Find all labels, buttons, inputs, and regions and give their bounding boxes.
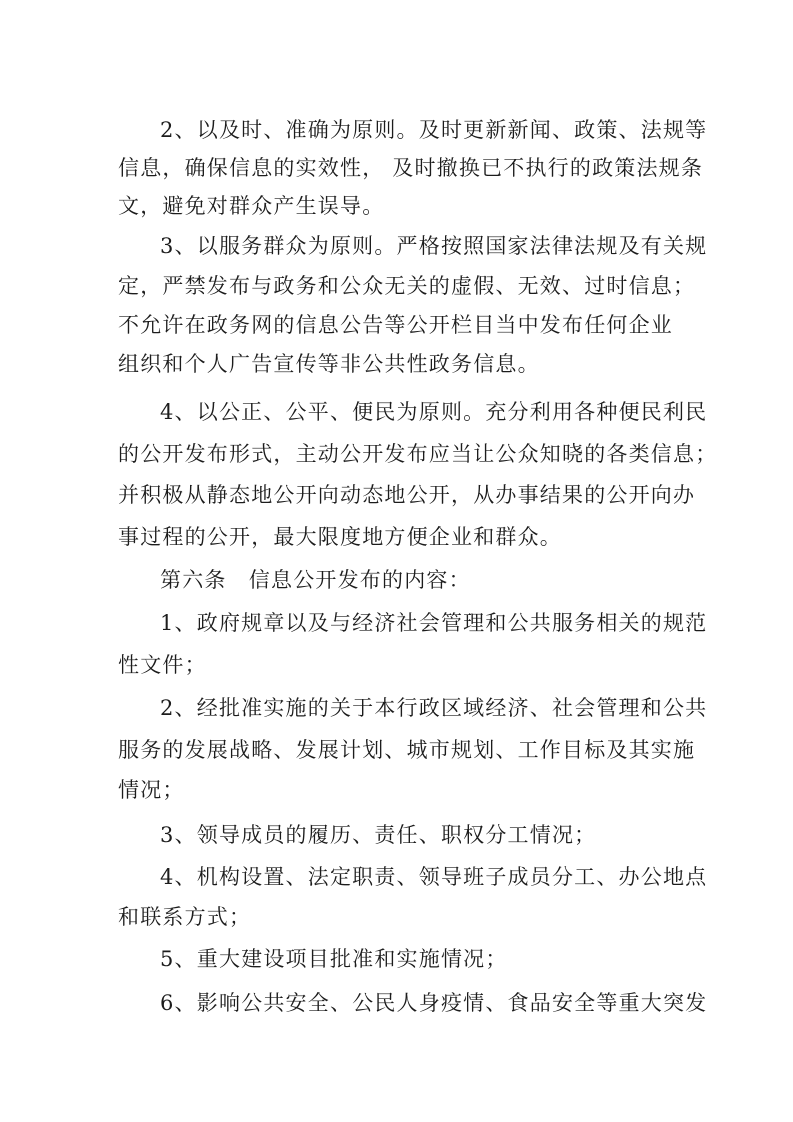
text-line: 情况；: [118, 778, 185, 802]
section-heading: 第六条 信息公开发布的内容：: [160, 568, 471, 592]
text-line: 6、影响公共安全、公民人身疫情、食品安全等重大突发: [160, 991, 708, 1015]
text-line: 4、以公正、公平、便民为原则。充分利用各种便民利民: [160, 400, 708, 424]
text-line: 的公开发布形式，主动公开发布应当让公众知晓的各类信息；: [118, 442, 718, 466]
text-line: 服务的发展战略、发展计划、城市规划、工作目标及其实施: [118, 738, 696, 762]
text-line: 1、政府规章以及与经济社会管理和公共服务相关的规范: [160, 611, 708, 635]
text-line: 2、经批准实施的关于本行政区域经济、社会管理和公共: [160, 696, 708, 720]
text-line: 3、以服务群众为原则。严格按照国家法律法规及有关规: [160, 234, 708, 258]
text-line: 性文件；: [118, 653, 207, 677]
text-line: 组织和个人广告宣传等非公共性政务信息。: [118, 352, 540, 376]
text-line: 并积极从静态地公开向动态地公开，从办事结果的公开向办: [118, 483, 696, 507]
text-line: 信息，确保信息的实效性， 及时撤换已不执行的政策法规条: [118, 156, 704, 180]
text-line: 文，避免对群众产生误导。: [118, 194, 385, 218]
text-line: 2、以及时、准确为原则。及时更新新闻、政策、法规等: [160, 118, 708, 142]
text-line: 和联系方式；: [118, 905, 252, 929]
text-line: 3、领导成员的履历、责任、职权分工情况；: [160, 823, 597, 847]
text-line: 定，严禁发布与政务和公众无关的虚假、无效、过时信息；: [118, 274, 696, 298]
text-line: 4、机构设置、法定职责、领导班子成员分工、办公地点: [160, 865, 708, 889]
text-line: 5、重大建设项目批准和实施情况；: [160, 947, 508, 971]
text-line: 事过程的公开，最大限度地方便企业和群众。: [118, 525, 562, 549]
text-line: 不允许在政务网的信息公告等公开栏目当中发布任何企业: [118, 313, 673, 337]
